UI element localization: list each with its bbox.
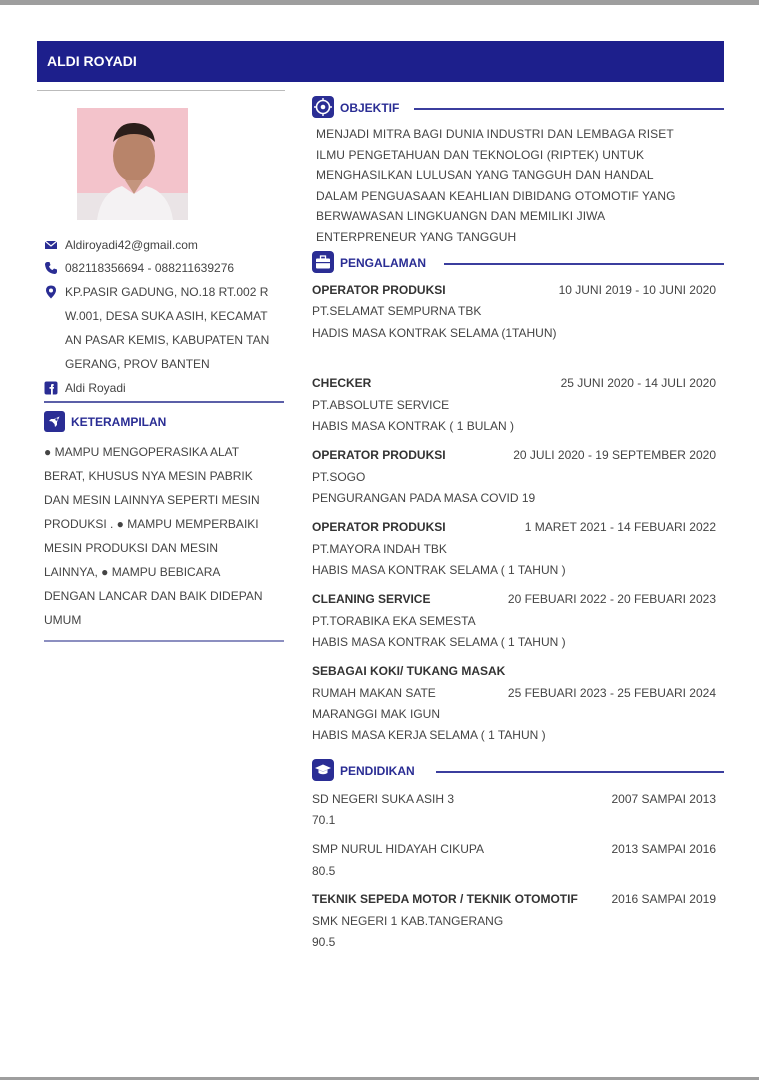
note-text: HABIS MASA KONTRAK SELAMA ( 1 TAHUN ) xyxy=(312,563,566,577)
job-role: CHECKER xyxy=(312,376,372,390)
company-name: PT.MAYORA INDAH TBK xyxy=(312,542,447,556)
objective-line: ILMU PENGETAHUAN DAN TEKNOLOGI (RIPTEK) UNTUK xyxy=(316,147,645,162)
score-text: 70.1 xyxy=(312,813,336,827)
graduation-cap-icon xyxy=(312,759,334,781)
skills-title: KETERAMPILAN xyxy=(71,415,167,429)
objective-line: ENTERPRENEUR YANG TANGGUH xyxy=(316,229,517,244)
note-text: HABIS MASA KONTRAK ( 1 BULAN ) xyxy=(312,419,515,433)
rocket-icon xyxy=(44,411,65,432)
experience-heading xyxy=(312,251,724,273)
contact-email xyxy=(44,233,289,257)
target-icon xyxy=(312,96,334,118)
divider xyxy=(444,263,724,265)
company-name: RUMAH MAKAN SATE xyxy=(312,686,436,700)
job-role: OPERATOR PRODUKSI xyxy=(312,448,446,462)
objective-line: MENGHASILKAN LULUSAN YANG TANGGUH DAN HANDAL xyxy=(316,168,654,182)
facebook-text: Aldi Royadi xyxy=(65,381,126,395)
email-text: Aldiroyadi42@gmail.com xyxy=(65,238,198,252)
objective-line: MENJADI MITRA BAGI DUNIA INDUSTRI DAN LEMBAGA RISET xyxy=(316,127,674,141)
skills-line: ● MAMPU MENGOPERASIKA ALAT xyxy=(44,445,240,459)
address-line: W.001, DESA SUKA ASIH, KECAMAT xyxy=(65,309,268,323)
job-dates: 1 MARET 2021 - 14 FEBUARI 2022 xyxy=(524,520,716,534)
objective-line: DALAM PENGUASAAN KEAHLIAN DIBIDANG OTOMOTIF YANG xyxy=(316,188,676,203)
objective-title: OBJEKTIF xyxy=(340,101,400,115)
school-name: TEKNIK SEPEDA MOTOR / TEKNIK OTOMOTIF xyxy=(312,892,578,906)
map-pin-icon xyxy=(44,285,58,299)
score-text: 80.5 xyxy=(312,864,336,878)
company-name: MARANGGI MAK IGUN xyxy=(312,707,441,721)
score-text: 90.5 xyxy=(312,935,336,949)
objective-text xyxy=(316,124,716,247)
job-dates: 20 JULI 2020 - 19 SEPTEMBER 2020 xyxy=(513,448,716,462)
skills-line: DENGAN LANCAR DAN BAIK DIDEPAN xyxy=(44,589,263,603)
address-line: KP.PASIR GADUNG, NO.18 RT.002 R xyxy=(65,285,269,299)
job-role: CLEANING SERVICE xyxy=(312,592,431,606)
job-dates: 25 JUNI 2020 - 14 JULI 2020 xyxy=(560,376,716,390)
job-role: OPERATOR PRODUKSI xyxy=(312,520,446,534)
full-name: ALDI ROYADI xyxy=(47,53,137,69)
divider xyxy=(414,108,724,110)
skills-line: MESIN PRODUKSI DAN MESIN xyxy=(44,541,219,555)
job-dates: 20 FEBUARI 2022 - 20 FEBUARI 2023 xyxy=(507,592,716,606)
school-years: 2007 SAMPAI 2013 xyxy=(611,792,716,806)
name-header xyxy=(37,41,724,82)
company-name: PT.SELAMAT SEMPURNA TBK xyxy=(312,304,482,318)
skills-text xyxy=(44,440,284,632)
company-name: PT.TORABIKA EKA SEMESTA xyxy=(312,614,476,628)
note-text: HABIS MASA KONTRAK SELAMA ( 1 TAHUN ) xyxy=(312,635,566,649)
school-years: 2016 SAMPAI 2019 xyxy=(611,892,716,906)
school-name: SMP NURUL HIDAYAH CIKUPA xyxy=(312,842,485,856)
profile-photo xyxy=(77,108,188,220)
school-name: SD NEGERI SUKA ASIH 3 xyxy=(312,792,455,806)
company-name: PT.ABSOLUTE SERVICE xyxy=(312,398,450,412)
briefcase-icon xyxy=(312,251,334,273)
job-role: OPERATOR PRODUKSI xyxy=(312,283,446,297)
job-dates: 10 JUNI 2019 - 10 JUNI 2020 xyxy=(558,283,716,297)
top-border xyxy=(0,0,759,5)
divider xyxy=(436,771,724,773)
phone-text: 082118356694 - 088211639276 xyxy=(65,261,235,275)
objective-line: BERWAWASAN LINGKUANGN DAN MEMILIKI JIWA xyxy=(316,209,606,223)
skills-line: BERAT, KHUSUS NYA MESIN PABRIK xyxy=(44,469,253,483)
divider xyxy=(44,401,284,403)
divider xyxy=(44,640,284,642)
skills-line: UMUM xyxy=(44,613,82,627)
skills-line: DAN MESIN LAINNYA SEPERTI MESIN xyxy=(44,493,260,507)
contact-address xyxy=(44,280,289,376)
experience-title: PENGALAMAN xyxy=(340,256,426,270)
note-text: HADIS MASA KONTRAK SELAMA (1TAHUN) xyxy=(312,326,557,340)
job-dates: 25 FEBUARI 2023 - 25 FEBUARI 2024 xyxy=(507,686,716,700)
skills-heading xyxy=(44,411,286,433)
note-text: PENGURANGAN PADA MASA COVID 19 xyxy=(312,491,536,505)
address-line: GERANG, PROV BANTEN xyxy=(65,357,210,371)
contact-facebook xyxy=(44,376,289,400)
phone-icon xyxy=(44,261,58,275)
note-text: HABIS MASA KERJA SELAMA ( 1 TAHUN ) xyxy=(312,728,546,742)
objective-heading xyxy=(312,96,724,118)
skills-line: PRODUKSI . ● MAMPU MEMPERBAIKI xyxy=(44,517,259,531)
divider xyxy=(37,90,285,91)
education-title: PENDIDIKAN xyxy=(340,764,415,778)
job-role: SEBAGAI KOKI/ TUKANG MASAK xyxy=(312,664,506,678)
address-line: AN PASAR KEMIS, KABUPATEN TAN xyxy=(65,333,270,347)
school-name-text: SMK NEGERI 1 KAB.TANGERANG xyxy=(312,914,504,928)
school-years: 2013 SAMPAI 2016 xyxy=(611,842,716,856)
facebook-icon xyxy=(44,381,58,395)
envelope-icon xyxy=(44,238,58,252)
skills-line: LAINNYA, ● MAMPU BEBICARA xyxy=(44,565,221,579)
company-name: PT.SOGO xyxy=(312,470,366,484)
education-heading xyxy=(312,759,724,781)
contact-phone xyxy=(44,256,289,280)
